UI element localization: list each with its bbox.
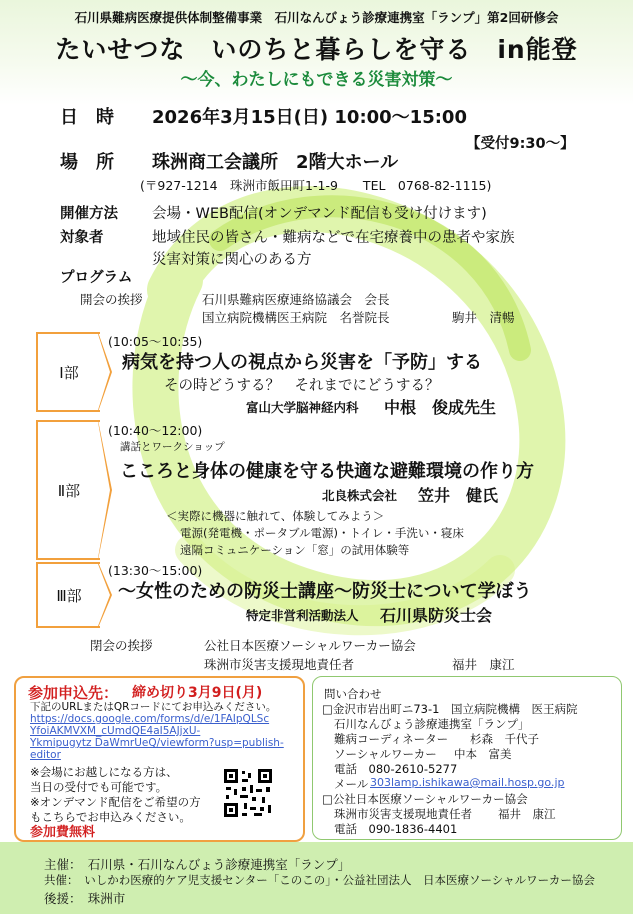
apply-note-4: もこちらでお申込みください。 (30, 810, 191, 824)
part-1-label: Ⅰ部 (36, 332, 100, 412)
series-title: 石川県難病医療提供体制整備事業 石川なんびょう診療連携室「ランプ」第2回研修会 (74, 10, 559, 25)
target-line-2: 災害対策に関心のある方 (152, 252, 312, 268)
apply-url-line-2[interactable]: YfoiAKMVXM_cUmdQE4aI5AJjxU- (30, 725, 201, 737)
closing-name: 福井 康江 (452, 657, 515, 672)
date-label: 日 時 (60, 107, 114, 128)
footer-cohost: 共催： いしかわ医療的ケア児支援センター「このこの」・公益社団法人 日本医療ソーシャルワーカー協会 (44, 873, 595, 887)
contact-name-3: 福井 康江 (498, 807, 556, 821)
apply-url-line-1[interactable]: https://docs.google.com/forms/d/e/1FAIpQLSc (30, 713, 270, 725)
part-2-speaker: 笠井 健氏 (418, 486, 499, 505)
part-1-title: 病気を持つ人の視点から災害を「予防」する (122, 352, 482, 373)
venue-label: 場 所 (60, 152, 114, 173)
apply-deadline: 締め切り3月9日(月) (132, 685, 263, 701)
method-label: 開催方法 (60, 206, 118, 222)
qr-code[interactable] (222, 767, 274, 819)
part-2-time: (10:40～12:00) (108, 423, 203, 438)
target-line-1: 地域住民の皆さん・難病などで在宅療養中の患者や家族 (152, 230, 515, 246)
part-2-title: こころと身体の健康を守る快適な避難環境の作り方 (120, 461, 534, 482)
program-label: プログラム (60, 270, 133, 286)
contact-line-2: 石川なんびょう診療連携室「ランプ」 (334, 717, 530, 731)
reception-time: 【受付9:30～】 (466, 136, 575, 152)
contact-heading: 問い合わせ (324, 687, 382, 701)
contact-role-1: 難病コーディネーター (334, 732, 449, 746)
part-2-affiliation: 北良株式会社 (322, 488, 398, 503)
closing-line-1: 公社日本医療ソーシャルワーカー協会 (204, 638, 416, 653)
closing-label: 閉会の挨拶 (90, 638, 153, 653)
contact-line-1: □金沢市岩出町ニ73-1 国立病院機構 医王病院 (322, 702, 578, 716)
apply-url-line-4[interactable]: editor (30, 749, 61, 761)
part-2-note-line-2: 遠隔コミュニケーション「窓」の試用体験等 (180, 543, 410, 557)
part-1-affiliation: 富山大学脳神経内科 (246, 400, 359, 415)
part-3-affiliation: 特定非営利活動法人 (246, 608, 359, 623)
target-label: 対象者 (60, 230, 104, 246)
contact-role-3: 珠洲市災害支援現地責任者 (334, 807, 472, 821)
main-title: たいせつな いのちと暮らしを守る in能登 (55, 35, 578, 64)
venue-value: 珠洲商工会議所 2階大ホール (152, 152, 399, 173)
contact-phone-2: 電話 090-1836-4401 (334, 822, 458, 836)
part-1-speaker: 中根 俊成先生 (384, 398, 497, 417)
part-2-format: 講話とワークショップ (120, 441, 225, 453)
closing-line-2: 珠洲市災害支援現地責任者 (204, 657, 355, 672)
subtitle: ～今、わたしにもできる災害対策～ (180, 70, 453, 90)
part-3-speaker: 石川県防災士会 (380, 606, 493, 625)
contact-phone-1: 電話 080-2610-5277 (334, 762, 458, 776)
apply-url-line-3[interactable]: Ykmipugytz DaWmrUeQ/viewform?usp=publish- (30, 737, 284, 749)
contact-role-2: ソーシャルワーカー (334, 747, 437, 761)
opening-line-2: 国立病院機構医王病院 名誉院長 (202, 310, 390, 325)
apply-note-1: ※会場にお越しになる方は、 (30, 765, 178, 779)
part-1-subtitle: その時どうする？ それまでにどうする？ (164, 378, 440, 394)
footer-host: 主催： 石川県・石川なんびょう診療連携室「ランプ」 (44, 857, 351, 872)
apply-fee: 参加費無料 (30, 825, 96, 840)
contact-mail-label: メール (334, 777, 369, 791)
footer-support: 後援： 珠洲市 (44, 891, 126, 906)
part-3-time: (13:30～15:00) (108, 563, 203, 578)
date-value: 2026年3月15日(日) 10:00～15:00 (152, 107, 467, 128)
contact-line-6: □公社日本医療ソーシャルワーカー協会 (322, 792, 528, 806)
apply-note-2: 当日の受付でも可能です。 (30, 780, 168, 794)
apply-heading: 参加申込先： (28, 684, 119, 702)
opening-name: 駒井 清暢 (452, 310, 515, 325)
opening-line-1: 石川県難病医療連絡協議会 会長 (202, 292, 390, 307)
method-value: 会場・WEB配信(オンデマンド配信も受け付けます) (152, 206, 487, 222)
venue-address: (〒927-1214 珠洲市飯田町1-1-9 TEL 0768-82-1115) (140, 178, 492, 193)
part-2-label: Ⅱ部 (36, 420, 100, 560)
part-2-note-line-1: 電源(発電機・ポータブル電源)・トイレ・手洗い・寝床 (180, 526, 464, 540)
contact-mail-link[interactable]: 303lamp.ishikawa@mail.hosp.go.jp (370, 776, 565, 789)
part-3-label: Ⅲ部 (36, 562, 100, 628)
part-3-title: ～女性のための防災士講座～防災士について学ぼう (118, 581, 532, 602)
apply-instruction: 下記のURLまたはQRコードにてお申込みください。 (30, 701, 277, 713)
opening-label: 開会の挨拶 (80, 292, 143, 307)
apply-note-3: ※オンデマンド配信をご希望の方 (30, 795, 201, 809)
contact-name-1: 杉森 千代子 (470, 732, 539, 746)
contact-name-2: 中本 富美 (454, 747, 512, 761)
part-2-note-title: ＜実際に機器に触れて、体験してみよう＞ (166, 509, 385, 523)
part-1-time: (10:05～10:35) (108, 334, 203, 349)
